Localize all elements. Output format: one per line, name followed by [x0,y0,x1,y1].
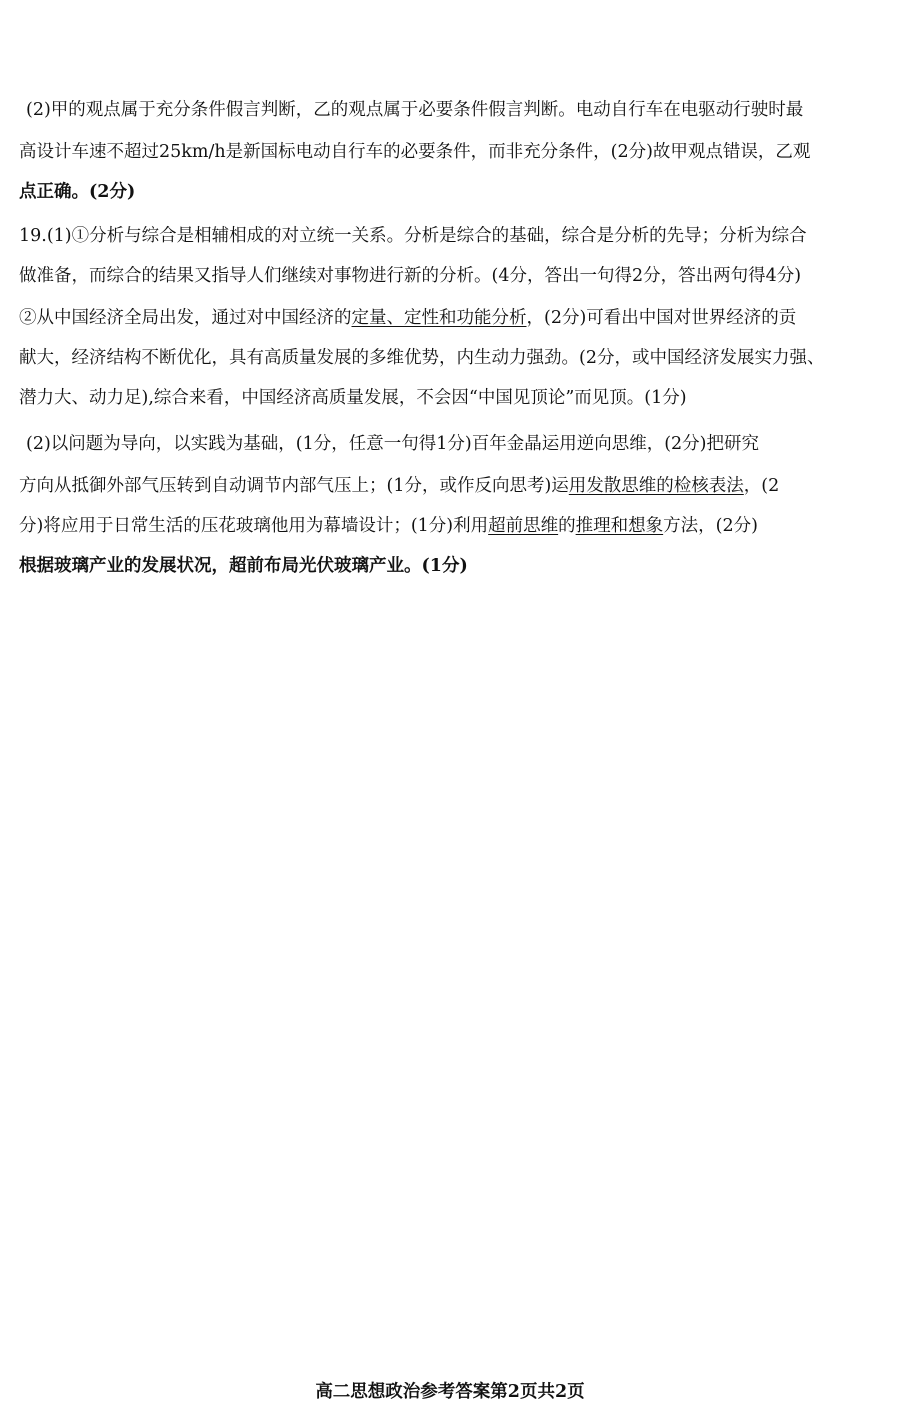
text: 点正确。(2分) [19,182,136,202]
text: ，(2分)可看出中国对世界经济的贡 [526,308,797,328]
underlined-key-phrase: 用发散思维的检核表法 [568,476,744,496]
text: 分)将应用于日常生活的压花玻璃他用为幕墙设计；(1分)利用 [19,516,489,536]
text: 方法，(2分) [663,516,758,536]
text: ②从中国经济全局出发，通过对中国经济的 [19,308,352,328]
q19-1-line-1 [19,224,880,248]
text: 做准备，而综合的结果又指导人们继续对事物进行新的分析。(4分，答出一句得2分，答出两句得4分) [19,266,802,286]
text: ，(2 [743,476,780,496]
page-footer: 高二思想政治参考答案第2页共2页 [315,1382,585,1402]
text: 的 [558,516,576,536]
text: 方向从抵御外部气压转到自动调节内部气压上；(1分，或作反向思考)运 [19,476,569,496]
q19-2-line-1 [26,432,880,456]
q19-2-line-3 [19,514,880,538]
q19-1-line-4 [19,346,880,370]
q19-1-line-2 [19,264,880,288]
underlined-key-phrase: 推理和想象 [575,516,664,536]
text: 根据玻璃产业的发展状况，超前布局光伏玻璃产业。(1分) [19,556,468,576]
text: 献大，经济结构不断优化，具有高质量发展的多维优势，内生动力强劲。(2分，或中国经济发展实力强、 [19,348,825,368]
q19-1-line-5 [19,386,880,410]
text: 潜力大、动力足),综合来看，中国经济高质量发展，不会因“中国见顶论”而见顶。(1分) [19,388,687,408]
text: (2)以问题为导向，以实践为基础，(1分，任意一句得1分)百年金晶运用逆向思维，(2分)把研究 [26,434,759,454]
underlined-key-phrase: 超前思维 [488,516,559,536]
underlined-key-phrase: 定量、定性和功能分析 [351,308,527,328]
q19-2-line-4 [19,554,880,578]
text: 19.(1)①分析与综合是相辅相成的对立统一关系。分析是综合的基础，综合是分析的先导；分析为综合 [19,226,807,246]
q18-2-line-3 [19,180,880,204]
q19-1-line-3 [19,306,880,330]
q18-2-line-2 [19,140,880,164]
text: (2)甲的观点属于充分条件假言判断，乙的观点属于必要条件假言判断。电动自行车在电驱动行驶时最 [26,100,804,120]
q18-2-line-1 [26,98,880,122]
q19-2-line-2 [19,474,880,498]
text: 高设计车速不超过25km/h是新国标电动自行车的必要条件，而非充分条件，(2分)故甲观点错误，乙观 [19,142,811,162]
